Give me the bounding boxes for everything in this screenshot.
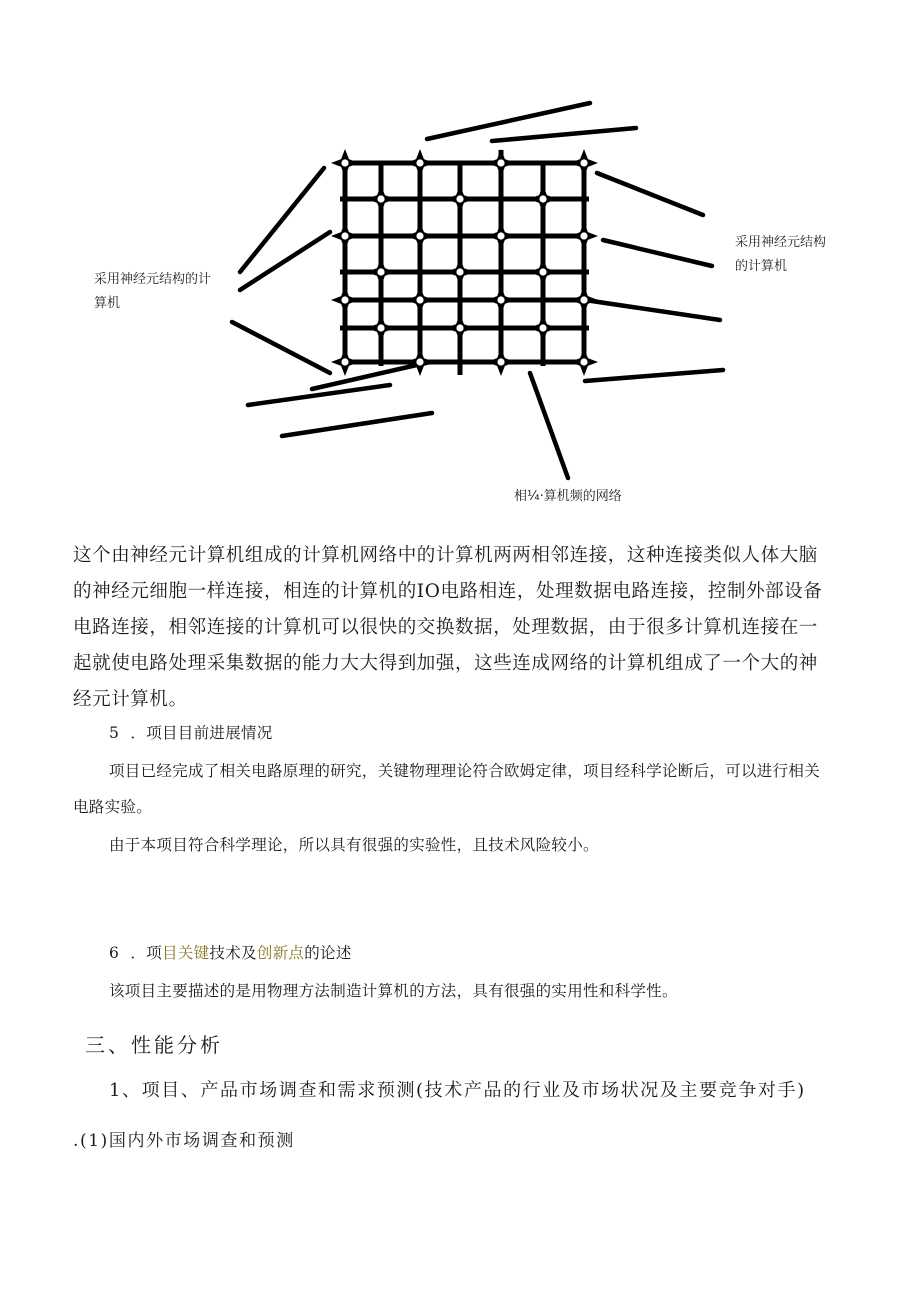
- diagram-label-right: 采用神经元结构 的计算机: [735, 235, 827, 274]
- computer-node-core: [416, 159, 423, 166]
- connector-line: [530, 373, 568, 478]
- connector-line: [603, 240, 712, 266]
- computer-node-core: [539, 268, 546, 275]
- computer-node-core: [341, 159, 348, 166]
- connector-line: [312, 362, 430, 389]
- paragraph-line: 电路连接，相邻连接的计算机可以很快的交换数据，处理数据，由于很多计算机连接在一: [73, 617, 818, 638]
- section-6-title-part3: 技术及: [209, 944, 257, 962]
- computer-node-core: [497, 358, 504, 365]
- section-6-title-part2: 目关键: [162, 944, 210, 962]
- diagram-label-left: 采用神经元结构的计 算机: [94, 272, 212, 311]
- computer-node-core: [416, 232, 423, 239]
- computer-node-core: [539, 324, 546, 331]
- computer-node-core: [377, 324, 384, 331]
- section-5-body-line3: 由于本项目符合科学理论，所以具有很强的实验性，且技术风险较小。: [109, 836, 599, 854]
- connector-line: [585, 300, 720, 320]
- connector-line: [240, 168, 324, 272]
- paragraph-line: 起就使电路处理采集数据的能力大大得到加强，这些连成网络的计算机组成了一个大的神: [73, 653, 818, 674]
- computer-node-core: [539, 195, 546, 202]
- connector-line: [585, 370, 723, 381]
- computer-node-core: [341, 358, 348, 365]
- diagram-label-bottom: 相¼·算机频的网络: [514, 489, 622, 504]
- section-5-body-line1: 项目已经完成了相关电路原理的研究，关键物理理论符合欧姆定律，项目经科学论断后，可以进行相关: [109, 762, 821, 780]
- section-5-body-line2: 电路实验。: [73, 798, 153, 816]
- computer-node-core: [341, 232, 348, 239]
- paragraph-network-description: [73, 538, 873, 718]
- chapter-3-item-1-1: .(1)国内外市场调查和预测: [73, 1131, 295, 1151]
- section-6-heading: [109, 936, 352, 970]
- connector-line: [282, 413, 432, 436]
- paragraph-line: 经元计算机。: [73, 689, 188, 710]
- connector-line: [240, 232, 330, 290]
- computer-grid: [340, 150, 589, 375]
- section-5-title: ．项目目前进展情况: [130, 724, 273, 742]
- section-5-number: 5: [109, 724, 120, 742]
- chapter-3-title: 三、性能分析: [85, 1033, 223, 1057]
- computer-node-core: [580, 159, 587, 166]
- connector-line: [597, 173, 703, 215]
- computer-nodes: [331, 149, 598, 376]
- paragraph-line: 的神经元细胞一样连接，相连的计算机的IO电路相连，处理数据电路连接，控制外部设备: [73, 581, 823, 602]
- computer-node-core: [416, 296, 423, 303]
- section-6-title-part5: 的论述: [304, 944, 352, 962]
- chapter-3-item-1: 1、项目、产品市场调查和需求预测(技术产品的行业及市场状况及主要竞争对手): [109, 1080, 806, 1101]
- computer-node-core: [377, 195, 384, 202]
- computer-node-core: [497, 296, 504, 303]
- section-6-title-part1: ．项: [130, 944, 163, 962]
- section-6-body: 该项目主要描述的是用物理方法制造计算机的方法，具有很强的实用性和科学性。: [109, 982, 678, 1000]
- section-6-title-part4: 创新点: [256, 944, 305, 962]
- computer-node-core: [580, 358, 587, 365]
- section-5-heading: [109, 716, 273, 750]
- computer-node-core: [416, 358, 423, 365]
- computer-node-core: [456, 268, 463, 275]
- computer-node-core: [497, 159, 504, 166]
- connector-line: [232, 322, 330, 373]
- computer-node-core: [456, 195, 463, 202]
- computer-node-core: [456, 324, 463, 331]
- computer-node-core: [580, 232, 587, 239]
- computer-node-core: [377, 268, 384, 275]
- computer-node-core: [497, 232, 504, 239]
- paragraph-line: 这个由神经元计算机组成的计算机网络中的计算机两两相邻连接，这种连接类似人体大脑: [73, 545, 818, 566]
- connector-lines: [232, 103, 723, 478]
- computer-node-core: [580, 296, 587, 303]
- computer-node-core: [341, 296, 348, 303]
- section-6-number: 6: [109, 944, 120, 962]
- connector-line: [492, 128, 636, 141]
